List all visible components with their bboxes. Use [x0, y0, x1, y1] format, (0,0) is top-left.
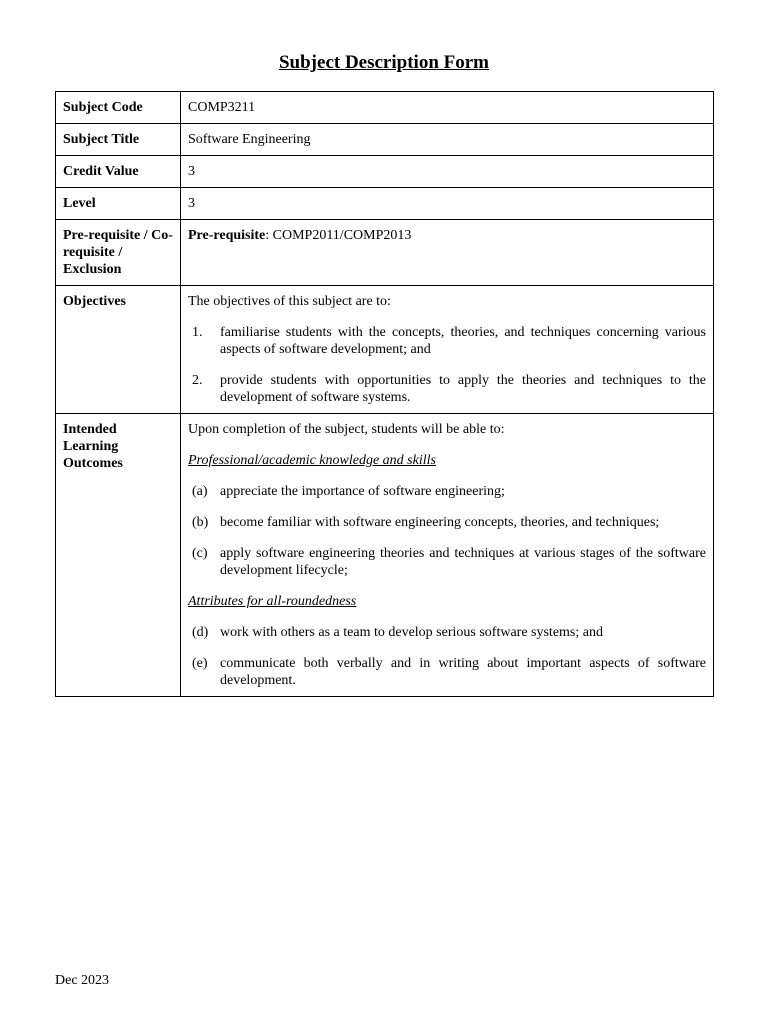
footer-date: Dec 2023 [55, 973, 110, 988]
list-item [188, 483, 706, 500]
list-item [188, 324, 706, 358]
value-level: 3 [181, 188, 714, 220]
list-item-text: work with others as a team to develop serious software systems; and [220, 625, 603, 640]
outcomes-section2-heading: Attributes for all-roundedness [188, 594, 357, 609]
value-subject-title: Software Engineering [181, 124, 714, 156]
outcomes-section1-heading: Professional/academic knowledge and skills [188, 453, 436, 468]
list-item-number: 2. [192, 373, 203, 388]
outcomes-intro: Upon completion of the subject, students will be able to: [188, 422, 505, 437]
row-prerequisite [56, 220, 714, 286]
subject-description-table [55, 91, 714, 697]
row-level [56, 188, 714, 220]
list-item-number: (b) [192, 515, 209, 530]
list-item [188, 655, 706, 689]
prerequisite-text: : COMP2011/COMP2013 [265, 228, 412, 243]
list-item-text: appreciate the importance of software engineering; [220, 484, 505, 499]
label-prerequisite: Pre-requisite / Co-requisite / Exclusion [56, 220, 181, 286]
list-item [188, 372, 706, 406]
list-item [188, 624, 706, 641]
value-prerequisite [181, 220, 714, 286]
list-item-number: (d) [192, 625, 209, 640]
objectives-list [188, 324, 706, 406]
outcomes-section2-list [188, 624, 706, 689]
row-subject-title [56, 124, 714, 156]
row-subject-code [56, 92, 714, 124]
prerequisite-bold: Pre-requisite [188, 228, 266, 243]
row-outcomes [56, 414, 714, 697]
label-objectives: Objectives [56, 286, 181, 414]
label-credit-value: Credit Value [56, 156, 181, 188]
objectives-intro: The objectives of this subject are to: [188, 294, 391, 309]
row-objectives [56, 286, 714, 414]
label-subject-title: Subject Title [56, 124, 181, 156]
label-subject-code: Subject Code [56, 92, 181, 124]
value-credit-value: 3 [181, 156, 714, 188]
value-objectives [181, 286, 714, 414]
value-outcomes [181, 414, 714, 697]
list-item-text: become familiar with software engineering concepts, theories, and techniques; [220, 515, 660, 530]
page-title: Subject Description Form [278, 52, 490, 73]
list-item-text: apply software engineering theories and techniques at various stages of the software development lifecycle; [220, 546, 706, 578]
list-item-number: (e) [192, 656, 208, 671]
list-item-text: familiarise students with the concepts, theories, and techniques concerning various aspects of software development; and [220, 325, 706, 357]
list-item-number: 1. [192, 325, 203, 340]
list-item-text: communicate both verbally and in writing about important aspects of software development. [220, 656, 706, 688]
value-subject-code: COMP3211 [181, 92, 714, 124]
label-outcomes: Intended Learning Outcomes [56, 414, 181, 697]
row-credit-value [56, 156, 714, 188]
list-item-text: provide students with opportunities to apply the theories and techniques to the development of software systems. [220, 373, 706, 405]
outcomes-section1-list [188, 483, 706, 579]
label-level: Level [56, 188, 181, 220]
list-item-number: (a) [192, 484, 208, 499]
list-item [188, 514, 706, 531]
list-item [188, 545, 706, 579]
list-item-number: (c) [192, 546, 208, 561]
